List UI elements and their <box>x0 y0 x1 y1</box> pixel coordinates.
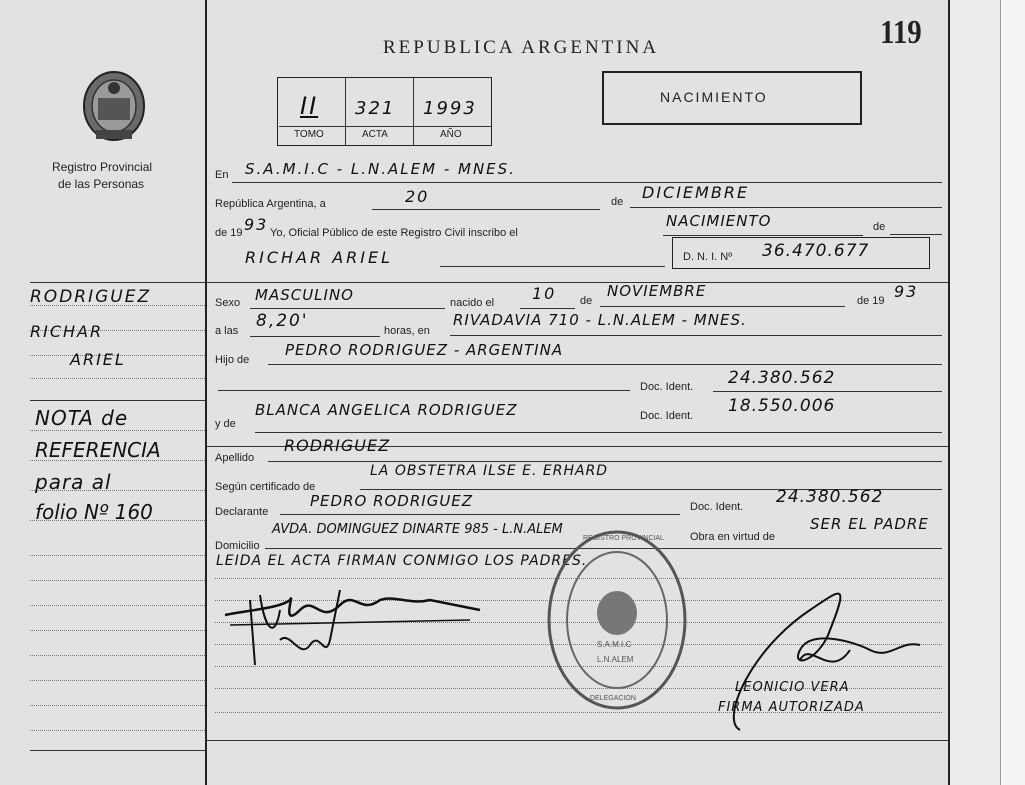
tomo-value: II <box>300 92 319 120</box>
stamp-text-center2: L.N.ALEM <box>597 655 634 664</box>
day-value: 20 <box>405 187 430 206</box>
father-doc-label: Doc. Ident. <box>640 381 694 393</box>
segun-label: Según certificado de <box>215 481 316 493</box>
margin-divider <box>205 0 207 785</box>
sexo-label: Sexo <box>215 297 241 309</box>
provincial-seal-icon <box>78 68 150 148</box>
page-number: 119 <box>880 14 922 51</box>
nacido-label: nacido el <box>450 297 495 309</box>
margin-surname: RODRIGUEZ <box>30 287 152 307</box>
father-doc-value: 24.380.562 <box>728 368 836 388</box>
stamp-text-center: S.A.M.I.C <box>597 640 632 649</box>
declarante-label: Declarante <box>215 506 269 518</box>
acta-value: 321 <box>355 98 396 119</box>
obra-label: Obra en virtud de <box>690 531 775 543</box>
segun-value: LA OBSTETRA ILSE E. ERHARD <box>370 463 609 479</box>
yde-label: y de <box>215 418 236 430</box>
republica-label: República Argentina, a <box>215 198 326 210</box>
page-edge <box>1000 0 1025 785</box>
declarante-doc-value: 24.380.562 <box>776 487 884 507</box>
mother-doc-value: 18.550.006 <box>728 396 836 416</box>
time-value: 8,20' <box>256 311 309 331</box>
official-title: FIRMA AUTORIZADA <box>718 700 865 715</box>
stamp-text-bottom: DELEGACION <box>590 695 636 702</box>
en-label: En <box>215 169 229 181</box>
registry-stamp-icon <box>545 528 690 713</box>
dni-label: D. N. I. Nº <box>683 251 733 263</box>
birth-day: 10 <box>532 284 557 303</box>
de-label-2: de <box>873 221 886 233</box>
seal-caption-line2: de las Personas <box>58 177 145 191</box>
margin-given-name-1: RICHAR <box>30 322 104 341</box>
anio-value: 1993 <box>423 98 477 119</box>
sexo-value: MASCULINO <box>255 286 354 304</box>
tomo-label: TOMO <box>294 129 324 140</box>
margin-given-name-2: ARIEL <box>70 350 126 369</box>
document-title: REPUBLICA ARGENTINA <box>383 37 660 58</box>
record-type-label: NACIMIENTO <box>660 89 768 105</box>
month-value: DICIEMBRE <box>642 183 750 202</box>
de-label-3: de <box>580 295 593 307</box>
mother-doc-label: Doc. Ident. <box>640 410 694 422</box>
de-label-1: de <box>611 196 624 208</box>
en-value: S.A.M.I.C - L.N.ALEM - MNES. <box>245 160 516 178</box>
margin-note-line3: para al <box>35 470 112 494</box>
father-value: PEDRO RODRIGUEZ - ARGENTINA <box>285 341 564 359</box>
declarante-value: PEDRO RODRIGUEZ <box>310 492 474 510</box>
apellido-value: RODRIGUEZ <box>284 436 391 455</box>
margin-note-line4: folio Nº 160 <box>35 500 153 524</box>
domicilio-label: Domicilio <box>215 540 260 552</box>
name-value: RICHAR ARIEL <box>245 248 393 267</box>
leida-value: LEIDA EL ACTA FIRMAN CONMIGO LOS PADRES. <box>216 553 588 569</box>
margin-note-line2: REFERENCIA <box>35 438 161 462</box>
dni-value: 36.470.677 <box>762 241 870 261</box>
place-value: RIVADAVIA 710 - L.N.ALEM - MNES. <box>453 311 747 329</box>
hijo-label: Hijo de <box>215 354 250 366</box>
margin-note-line1: NOTA de <box>35 406 129 430</box>
acta-label: ACTA <box>362 129 388 140</box>
domicilio-value: AVDA. DOMINGUEZ DINARTE 985 - L.N.ALEM <box>272 522 563 537</box>
birth-month: NOVIEMBRE <box>607 282 707 300</box>
official-name: LEONICIO VERA <box>735 680 850 695</box>
declarant-signature-icon <box>220 570 500 680</box>
stamp-text-top: REGISTRO PROVINCIAL <box>583 535 664 542</box>
acto-value: NACIMIENTO <box>666 212 772 230</box>
seal-caption-line1: Registro Provincial <box>52 160 153 174</box>
mother-value: BLANCA ANGELICA RODRIGUEZ <box>255 401 518 419</box>
year-prefix: de 19 <box>215 227 243 239</box>
apellido-label: Apellido <box>215 452 255 464</box>
obra-value: SER EL PADRE <box>810 515 929 533</box>
oficial-text: Yo, Oficial Público de este Registro Civil inscribo el <box>270 227 518 239</box>
anio-label: AÑO <box>440 129 462 140</box>
horas-label: horas, en <box>384 325 430 337</box>
birth-year-prefix: de 19 <box>857 295 885 307</box>
year-suffix: 93 <box>244 215 269 234</box>
declarante-doc-label: Doc. Ident. <box>690 501 744 513</box>
alas-label: a las <box>215 325 239 337</box>
birth-year-suffix: 93 <box>894 282 919 301</box>
